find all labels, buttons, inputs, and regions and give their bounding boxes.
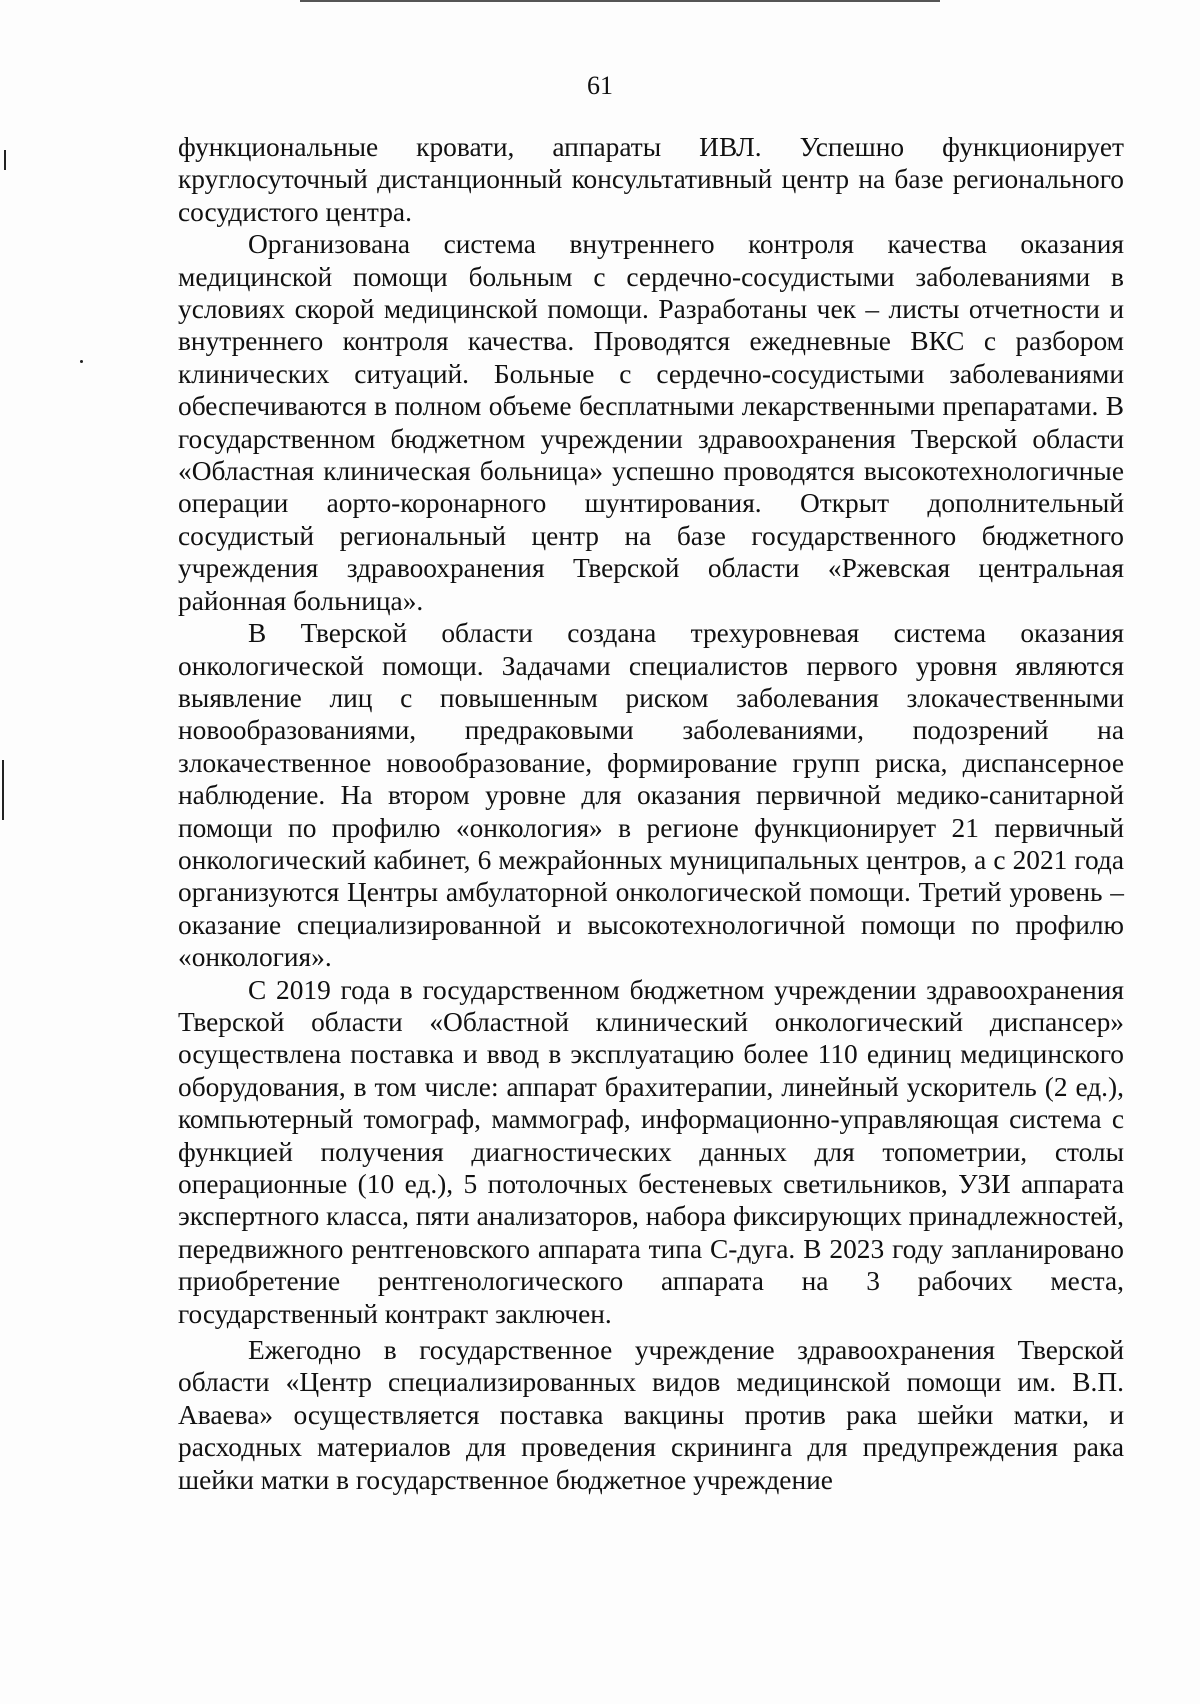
- scan-top-edge: [300, 0, 940, 2]
- scan-dot: [80, 360, 83, 363]
- document-body: [178, 131, 1124, 1496]
- paragraph: С 2019 года в государственном бюджетном учреждении здравоохранения Тверской области «Областной клинический онкологический диспансер» осуществлена поставка и ввод в эксплуатацию более 110 единиц медицинского оборудования, в том числе: аппарат брахитерапии, линейный ускоритель (2 ед.), компьютерный томограф, маммограф, информационно-управляющая система с функцией получения диагностических данных для топометрии, столы операционные (10 ед.), 5 потолочных бестеневых светильников, УЗИ аппарата экспертного класса, пяти анализаторов, набора фиксирующих принадлежностей, передвижного рентгеновского аппарата типа С-дуга. В 2023 году запланировано приобретение рентгенологического аппарата на 3 рабочих места, государственный контракт заключен.: [178, 974, 1124, 1329]
- paragraph: Ежегодно в государственное учреждение здравоохранения Тверской области «Центр специализированных видов медицинской помощи им. В.П. Аваева» осуществляется поставка вакцины против рака шейки матки, и расходных материалов для проведения скрининга для предупреждения рака шейки матки в государственное бюджетное учреждение: [178, 1335, 1124, 1495]
- paragraph: В Тверской области создана трехуровневая система оказания онкологической помощи. Задачами специалистов первого уровня являются выявление лиц с повышенным риском заболевания злокачественными новообразованиями, предраковыми заболеваниями, подозрений на злокачественное новообразование, формирование групп риска, диспансерное наблюдение. На втором уровне для оказания первичной медико-санитарной помощи по профилю «онкология» в регионе функционирует 21 первичный онкологический кабинет, 6 межрайонных муниципальных центров, а с 2021 года организуются Центры амбулаторной онкологической помощи. Третий уровень – оказание специализированной и высокотехнологичной помощи по профилю «онкология».: [178, 618, 1124, 973]
- paragraph: Организована система внутреннего контроля качества оказания медицинской помощи больным с сердечно-сосудистыми заболеваниями в условиях скорой медицинской помощи. Разработаны чек – листы отчетности и внутреннего контроля качества. Проводятся ежедневные ВКС с разбором клинических ситуаций. Больные с сердечно-сосудистыми заболеваниями обеспечиваются в полном объеме бесплатными лекарственными препаратами. В государственном бюджетном учреждении здравоохранения Тверской области «Областная клиническая больница» успешно проводятся высокотехнологичные операции аорто-коронарного шунтирования. Открыт дополнительный сосудистый региональный центр на базе государственного бюджетного учреждения здравоохранения Тверской области «Ржевская центральная районная больница».: [178, 229, 1124, 616]
- page-number: 61: [587, 71, 613, 100]
- paragraph: функциональные кровати, аппараты ИВЛ. Успешно функционирует круглосуточный дистанционный консультативный центр на базе регионального сосудистого центра.: [178, 132, 1124, 227]
- scan-margin-mark: [4, 150, 6, 170]
- scan-margin-mark: [2, 760, 4, 820]
